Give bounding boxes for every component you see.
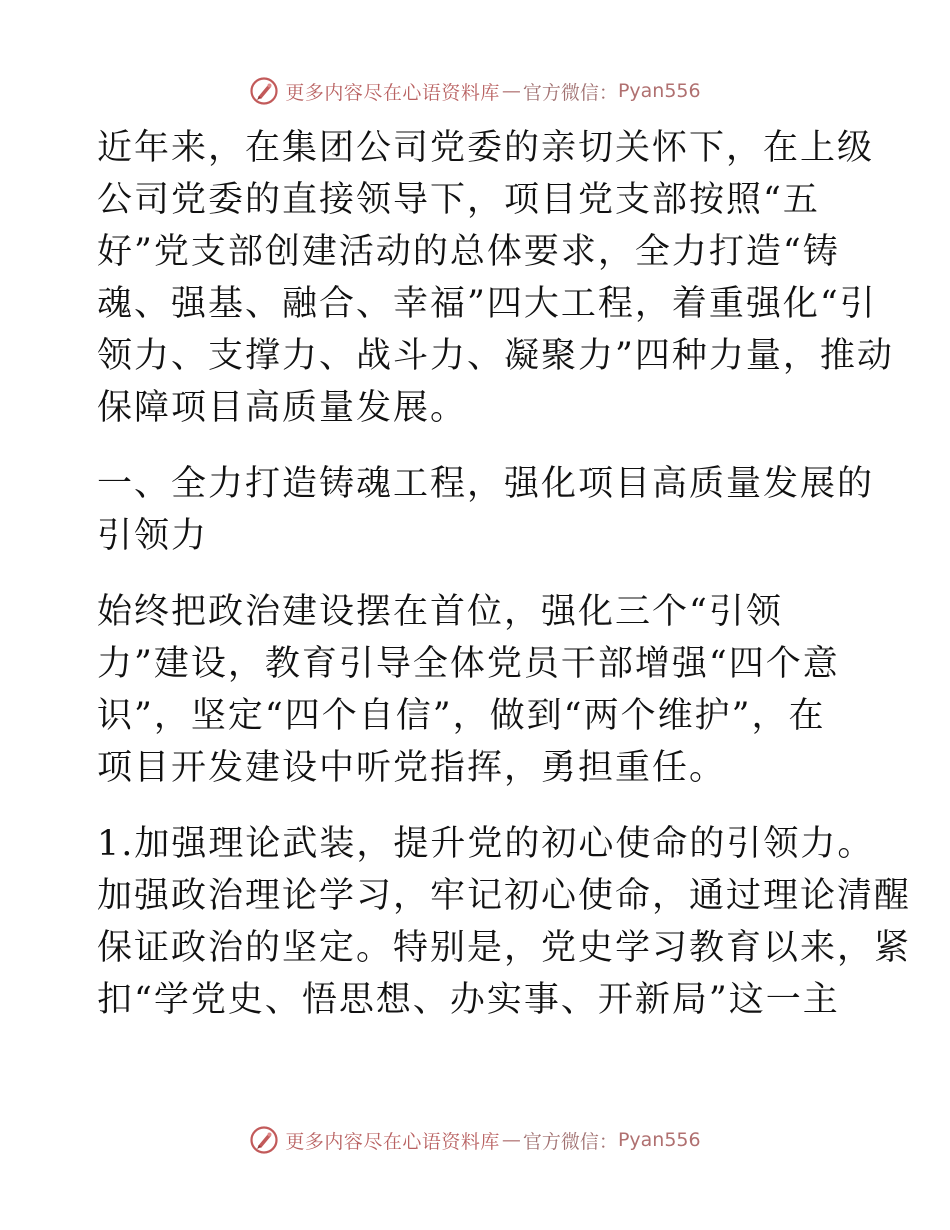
text-line: 引领力 (97, 516, 209, 556)
watermark-dash: — (501, 1129, 521, 1151)
text-line: 识”，坚定“四个自信”，做到“两个维护”，在 (97, 696, 826, 736)
document-body (97, 122, 912, 1026)
text-line: 魂、强基、融合、幸福”四大工程，着重强化“引 (97, 284, 877, 324)
quill-pen-circle-icon (249, 1125, 279, 1155)
intro-paragraph (97, 122, 894, 434)
watermark-dash: — (501, 80, 521, 102)
text-line: 好”党支部创建活动的总体要求，全力打造“铸 (97, 232, 840, 272)
subsection-paragraph (97, 818, 912, 1026)
text-line: 始终把政治建设摆在首位，强化三个“引领 (97, 592, 783, 632)
watermark-main-text: 更多内容尽在心语资料库 (285, 81, 500, 104)
quill-pen-circle-icon (249, 76, 279, 106)
watermark-wechat-id: Pyan556 (617, 80, 701, 102)
text-line: 保证政治的坚定。特别是，党史学习教育以来，紧 (97, 928, 912, 968)
watermark-footer (0, 1123, 950, 1157)
text-line: 近年来，在集团公司党委的亲切关怀下，在上级 (97, 128, 875, 168)
text-line: 公司党委的直接领导下，项目党支部按照“五 (97, 180, 820, 220)
text-line: 扣“学党史、悟思想、办实事、开新局”这一主 (97, 980, 840, 1020)
text-line: 力”建设，教育引导全体党员干部增强“四个意 (97, 644, 840, 684)
text-line: 1.加强理论武装，提升党的初心使命的引领力。 (97, 824, 875, 864)
watermark-header (0, 74, 950, 108)
text-line: 加强政治理论学习，牢记初心使命，通过理论清醒 (97, 876, 912, 916)
text-line: 一、全力打造铸魂工程，强化项目高质量发展的 (97, 464, 875, 504)
text-line: 保障项目高质量发展。 (97, 388, 468, 428)
section-paragraph (97, 586, 857, 794)
watermark-official-label: 官方微信： (522, 1130, 618, 1153)
section-heading (97, 458, 875, 562)
watermark-official-label: 官方微信： (522, 81, 618, 104)
text-line: 领力、支撑力、战斗力、凝聚力”四种力量，推动 (97, 336, 894, 376)
watermark-wechat-id: Pyan556 (617, 1129, 701, 1151)
text-line: 项目开发建设中听党指挥，勇担重任。 (97, 748, 727, 788)
watermark-main-text: 更多内容尽在心语资料库 (285, 1130, 500, 1153)
